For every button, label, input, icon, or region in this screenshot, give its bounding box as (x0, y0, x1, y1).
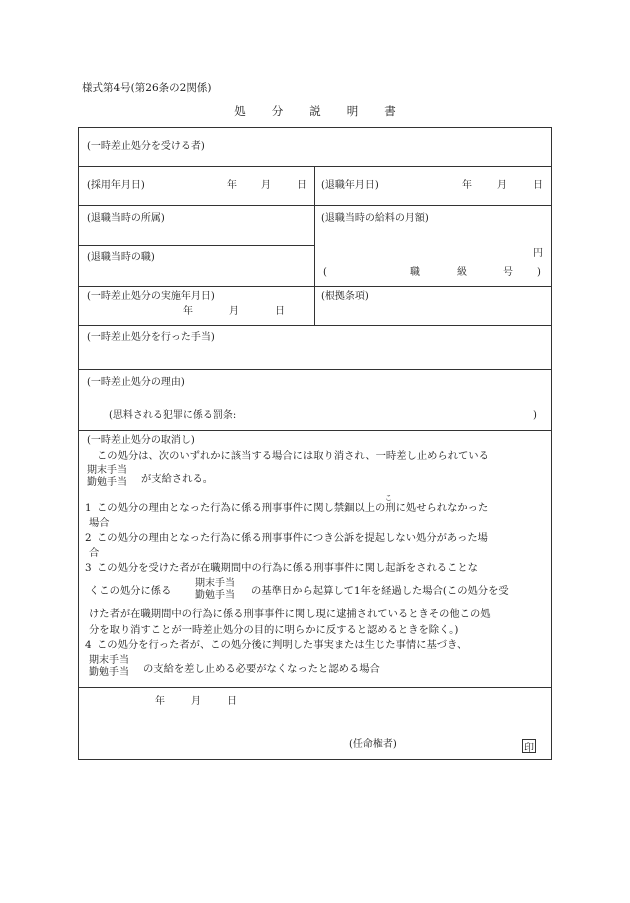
salary-label: (退職当時の給料の月額) (321, 213, 429, 224)
row-divider (79, 325, 551, 326)
allowance-term-end: 期末手当 (195, 578, 235, 589)
retire-year-unit: 年 (462, 180, 472, 191)
hire-year-unit: 年 (227, 180, 237, 191)
penalty-clause-close: ) (533, 410, 537, 421)
item-1-text-a: この処分の理由となった行為に係る刑事事件に関し禁 (97, 502, 345, 514)
row-divider (79, 430, 551, 431)
yen-unit: 円 (533, 248, 543, 259)
retire-month-unit: 月 (497, 180, 507, 191)
item-3-line-2-a: くこの処分に係る (89, 585, 172, 597)
item-3-line-3: けた者が在職期間中の行為に係る刑事事件に関し現に逮捕されているときその他この処 (89, 608, 491, 620)
seal-mark: 印 (522, 739, 536, 753)
penalty-clause-open: (思料される犯罪に係る罰条: (109, 410, 237, 421)
retire-date-label: (退職年月日) (321, 180, 379, 191)
row-divider (79, 369, 551, 370)
enforcement-year-unit: 年 (183, 306, 193, 317)
allowance-term-end: 期末手当 (89, 655, 129, 666)
allowance-term-end: 期末手当 (87, 465, 127, 476)
column-divider (314, 166, 315, 325)
row-divider (79, 286, 551, 287)
sign-day-unit: 日 (227, 696, 237, 707)
item-1-kanji: 錮 (344, 502, 355, 514)
appointer-label: (任命権者) (349, 739, 397, 750)
item-1-ruby: こ (385, 494, 392, 502)
row-divider (79, 245, 315, 246)
item-2-number: 2 (85, 532, 92, 544)
cancel-intro: この処分は、次のいずれかに該当する場合には取り消され、一時差し止められている (97, 450, 489, 462)
item-3-number: 3 (85, 562, 92, 574)
item-3-line-2-b: の基準日から起算して1年を経過した場合(この処分を受 (251, 585, 509, 597)
grade-shoku: 職 (410, 267, 420, 278)
hire-month-unit: 月 (261, 180, 271, 191)
grade-kyu: 級 (457, 267, 467, 278)
allowance-stack (87, 465, 127, 489)
row-divider (79, 687, 551, 688)
enforcement-month-unit: 月 (229, 306, 239, 317)
item-1-text-b: 以上の刑に処せられなかった (354, 502, 489, 514)
grade-go: 号 (503, 267, 513, 278)
allowance-diligence: 勤勉手当 (89, 667, 129, 678)
document-title: 処分説明書 (234, 104, 422, 118)
allowance-diligence: 勤勉手当 (195, 590, 235, 601)
allowance-diligence: 勤勉手当 (87, 477, 127, 488)
paid-text: が支給される。 (141, 473, 214, 485)
item-1-line-2: 場合 (89, 517, 110, 529)
allowance-label: (一時差止処分を行った手当) (87, 332, 215, 343)
item-1-line-1 (97, 502, 488, 514)
enforcement-date-label: (一時差止処分の実施年月日) (87, 291, 215, 302)
basis-label: (根拠条項) (321, 291, 369, 302)
row-divider (79, 166, 551, 167)
grade-close-paren: ) (537, 267, 541, 278)
item-3-line-4: 分を取り消すことが一時差止処分の目的に明らかに反すると認めるときを除く。) (89, 624, 459, 636)
hire-date-label: (採用年月日) (87, 180, 145, 191)
allowance-stack (89, 655, 129, 679)
item-3-line-1: この処分を受けた者が在職期間中の行為に係る刑事事件に関し起訴をされることな (97, 562, 478, 574)
hire-day-unit: 日 (297, 180, 307, 191)
form-number-label: 様式第4号(第26条の2関係) (82, 82, 212, 94)
row-divider (79, 205, 551, 206)
reason-label: (一時差止処分の理由) (87, 377, 185, 388)
cancel-label: (一時差止処分の取消し) (87, 435, 195, 446)
item-2-line-2: 合 (89, 547, 100, 559)
sign-month-unit: 月 (191, 696, 201, 707)
form-table (78, 127, 552, 760)
enforcement-day-unit: 日 (275, 306, 285, 317)
retire-day-unit: 日 (533, 180, 543, 191)
item-4-line-1: この処分を行った者が、この処分後に判明した事実または生じた事情に基づき、 (97, 639, 468, 651)
allowance-stack (195, 578, 235, 602)
sign-year-unit: 年 (155, 696, 165, 707)
grade-open-paren: ( (323, 267, 327, 278)
position-label: (退職当時の職) (87, 252, 155, 263)
item-2-line-1: この処分の理由となった行為に係る刑事事件につき公訴を提起しない処分があった場 (97, 532, 488, 544)
item-4-number: 4 (85, 639, 92, 651)
item-1-number: 1 (85, 502, 92, 514)
affiliation-label: (退職当時の所属) (87, 213, 165, 224)
recipient-label: (一時差止処分を受ける者) (87, 141, 205, 152)
item-4-line-2: の支給を差し止める必要がなくなったと認める場合 (143, 663, 380, 675)
